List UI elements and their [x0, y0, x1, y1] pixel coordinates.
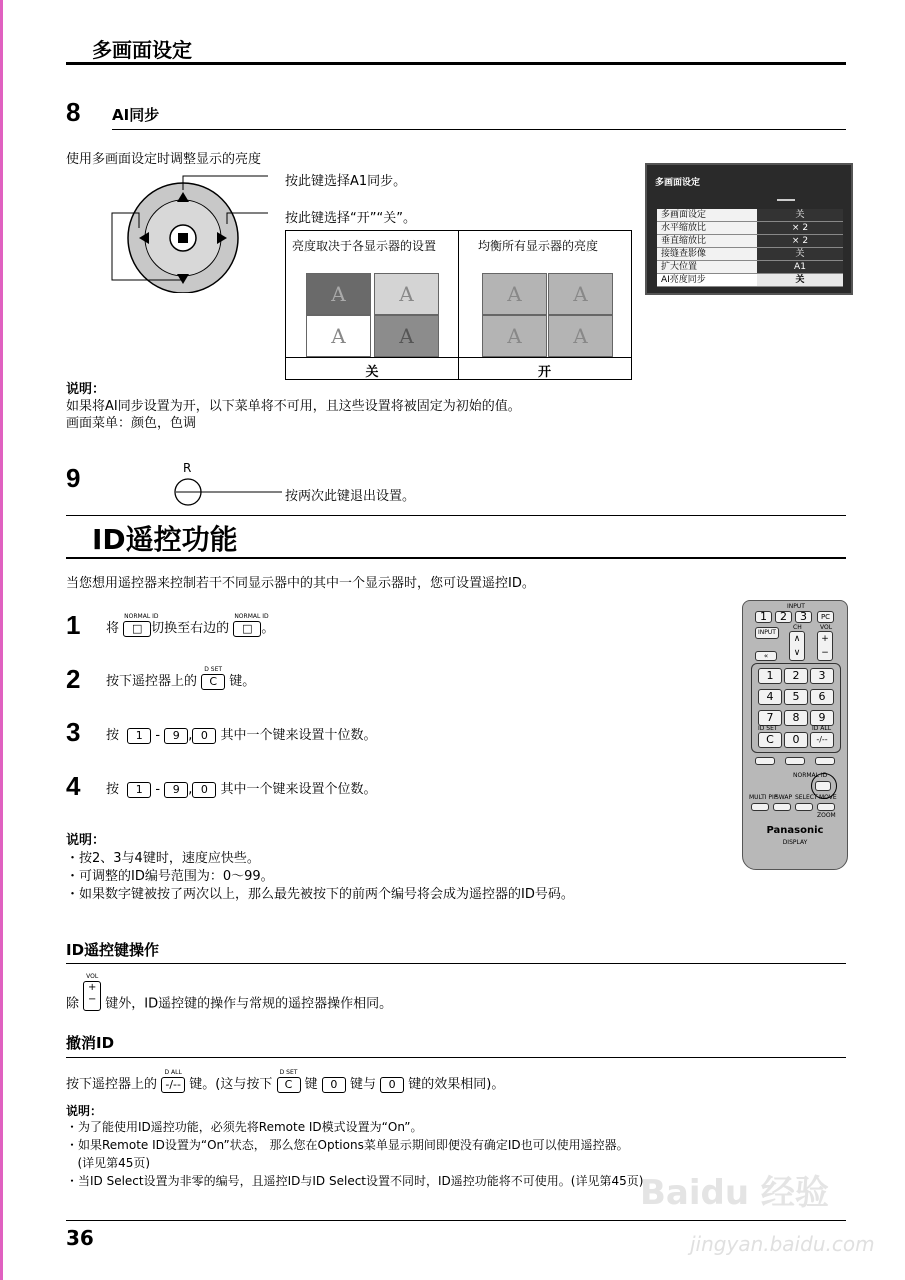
remote-numpad: [751, 663, 841, 753]
page-edge: [0, 0, 3, 1280]
menu-row[interactable]: 扩大位置 A1: [657, 261, 843, 274]
watermark-logo: Baidu 经验: [640, 1173, 829, 1213]
remote-sound-button: [785, 757, 805, 765]
remote-control-illustration: [742, 600, 848, 870]
key-9: 9: [164, 782, 188, 798]
header-rule: [66, 62, 846, 65]
remote-num-3: 3: [810, 668, 834, 684]
table-col2-footer: 开: [537, 365, 551, 380]
step-8-desc: 使用多画面设定时调整显示的亮度: [66, 152, 262, 167]
id-step-4-number: 4: [66, 771, 81, 801]
step-8-number: 8: [66, 97, 81, 127]
remote-input-label: INPUT: [787, 603, 805, 610]
table-col1-header: 亮度取决于各显示器的设置: [292, 239, 437, 253]
cancel-note-title: 说明：: [66, 1104, 103, 1118]
id-note-line: ・按2、3与4键时，速度应快些。: [66, 851, 260, 866]
remote-dash-button: -/--: [810, 732, 834, 748]
step-9-number: 9: [66, 463, 81, 493]
panel-cell: A: [306, 315, 371, 357]
multi-screen-menu: [645, 163, 853, 295]
panel-cell: A: [482, 273, 547, 315]
remote-ch-rocker: ∧ ∨: [789, 631, 805, 661]
brightness-table: [285, 230, 632, 380]
remote-vol-rocker: + −: [817, 631, 833, 661]
cancel-rule: [66, 1057, 846, 1058]
remote-recall-button: «: [755, 651, 777, 661]
remote-id-switch: [815, 781, 831, 791]
cancel-note-line: ・当ID Select设置为非零的编号，且遥控ID与ID Select设置不同时，ID遥控功能将不可使用。(详见第45页): [66, 1174, 644, 1188]
panel-cell: A: [374, 315, 439, 357]
id-set-key: D SET C: [277, 1077, 301, 1093]
remote-vol-label: VOL: [820, 624, 833, 631]
return-key-label: R: [183, 461, 192, 475]
remote-ch-label: CH: [793, 624, 802, 631]
remote-select-button: [795, 803, 813, 811]
id-section-top-rule: [66, 515, 846, 516]
id-step-2-number: 2: [66, 664, 81, 694]
menu-row[interactable]: 垂直缩放比 × 2: [657, 235, 843, 248]
return-key-icon: [170, 478, 282, 508]
cancel-note-line: ・为了能使用ID遥控功能，必须先将Remote ID模式设置为“On”。: [66, 1120, 423, 1134]
remote-num-8: 8: [784, 710, 808, 726]
menu-row[interactable]: 接缝查影像 关: [657, 248, 843, 261]
op-rule: [66, 963, 846, 964]
remote-display-label: DISPLAY: [782, 839, 808, 846]
id-step-2-text: 按下遥控器上的 D SET C 键。: [106, 665, 256, 689]
remote-num-7: 7: [758, 710, 782, 726]
menu-row[interactable]: 多画面设定 关: [657, 209, 843, 222]
key-9: 9: [164, 728, 188, 744]
step-9-text: 按两次此键退出设置。: [285, 489, 416, 504]
remote-input-2-button: 2: [775, 611, 792, 623]
panel-cell: A: [548, 273, 613, 315]
id-note-line: ・可调整的ID编号范围为：0～99。: [66, 869, 274, 884]
remote-input-3-button: 3: [795, 611, 812, 623]
key-1: 1: [127, 782, 151, 798]
key-0: 0: [322, 1077, 346, 1093]
remote-input-1-button: 1: [755, 611, 772, 623]
section-header: 多画面设定: [92, 38, 192, 62]
remote-select-label: SELECT: [795, 794, 818, 801]
step-8-note-line2: 画面菜单：颜色，色调: [66, 416, 197, 431]
remote-move-button: [817, 803, 835, 811]
menu-row-selected[interactable]: AI亮度同步 关: [657, 274, 843, 287]
remote-zoom-label: ZOOM: [817, 812, 836, 819]
id-note-title: 说明：: [66, 833, 106, 848]
op-title: ID遥控键操作: [66, 941, 160, 959]
watermark-url: jingyan.baidu.com: [690, 1232, 875, 1256]
cancel-note-line: (详见第45页): [66, 1156, 151, 1170]
remote-c-button: C: [758, 732, 782, 748]
remote-num-2: 2: [784, 668, 808, 684]
id-all-key: D ALL -/--: [161, 1077, 185, 1093]
panel-cell: A: [548, 315, 613, 357]
id-section-title: ID遥控功能: [92, 523, 238, 556]
remote-num-1: 1: [758, 668, 782, 684]
id-set-key: D SET C: [201, 674, 225, 690]
id-step-1-text: 将 NORMAL ID □ 切换至右边的 NORMAL ID □ 。: [106, 612, 275, 636]
table-col2-header: 均衡所有显示器的亮度: [478, 239, 599, 253]
page-number: 36: [66, 1226, 94, 1250]
id-section-intro: 当您想用遥控器来控制若干不同显示器中的其中一个显示器时，您可设置遥控ID。: [66, 576, 535, 591]
callout-ai-sync: 按此键选择A1同步。: [285, 174, 407, 189]
id-note-line: ・如果数字键被按了两次以上，那么最先被按下的前两个编号将会成为遥控器的ID号码。: [66, 887, 574, 902]
remote-normal-id-label: NORMAL ID: [793, 772, 828, 779]
remote-input-button: INPUT: [755, 627, 779, 639]
navigation-pad-diagram: [108, 168, 288, 293]
cancel-text: 按下遥控器上的 D ALL -/-- 键。(这与按下 D SET C 键 0 键与 0 键的效果相同)。: [66, 1068, 505, 1092]
remote-multi-pip-label: MULTI PIP: [749, 794, 778, 801]
menu-title: 多画面设定: [655, 178, 701, 188]
id-step-1-number: 1: [66, 610, 81, 640]
key-0: 0: [192, 782, 216, 798]
key-1: 1: [127, 728, 151, 744]
key-0: 0: [192, 728, 216, 744]
id-section-rule: [66, 557, 846, 559]
table-col1-footer: 关: [365, 365, 379, 380]
remote-move-label: MOVE: [819, 794, 837, 801]
remote-num-6: 6: [810, 689, 834, 705]
cancel-note-line: ・如果Remote ID设置为“On”状态， 那么您在Options菜单显示期间即便没有确定ID也可以使用遥控器。: [66, 1138, 629, 1152]
normal-id-switch-right: NORMAL ID □: [234, 612, 269, 635]
menu-row[interactable]: 水平缩放比 × 2: [657, 222, 843, 235]
panel-cell: A: [306, 273, 371, 315]
id-step-3-number: 3: [66, 717, 81, 747]
callout-on-off: 按此键选择“开”“关”。: [285, 211, 416, 226]
cancel-title: 撤消ID: [66, 1034, 115, 1052]
key-0: 0: [380, 1077, 404, 1093]
op-text: 除 VOL + − 键外，ID遥控键的操作与常规的遥控器操作相同。: [66, 973, 393, 1012]
remote-swap-button: [773, 803, 791, 811]
vol-key-icon: VOL + −: [83, 981, 101, 1011]
remote-multi-pip-button: [751, 803, 769, 811]
remote-id-all-label: ID ALL: [812, 725, 832, 732]
step-8-note-title: 说明：: [66, 382, 106, 397]
normal-id-switch-left: NORMAL ID □: [124, 612, 159, 635]
id-step-3-text: 按 1 - 9 , 0 其中一个键来设置十位数。: [106, 728, 377, 743]
remote-swap-label: SWAP: [775, 794, 793, 801]
remote-brand: Panasonic: [766, 825, 824, 836]
menu-page-indicator: [777, 199, 795, 201]
step-8-title: AI同步: [112, 106, 160, 124]
remote-id-set-label: ID SET: [758, 725, 778, 732]
remote-num-5: 5: [784, 689, 808, 705]
panel-cell: A: [374, 273, 439, 315]
id-step-4-text: 按 1 - 9 , 0 其中一个键来设置个位数。: [106, 782, 377, 797]
footer-rule: [66, 1220, 846, 1221]
table-footer-rule: [286, 357, 631, 358]
step-8-note-line1: 如果将AI同步设置为开，以下菜单将不可用，且这些设置将被固定为初始的值。: [66, 399, 521, 414]
remote-pc-button: PC: [817, 611, 834, 623]
remote-aspect-button: [755, 757, 775, 765]
step-8-rule: [112, 129, 846, 130]
panel-cell: A: [482, 315, 547, 357]
remote-num-0: 0: [784, 732, 808, 748]
remote-off-timer-button: [815, 757, 835, 765]
remote-num-9: 9: [810, 710, 834, 726]
remote-num-4: 4: [758, 689, 782, 705]
